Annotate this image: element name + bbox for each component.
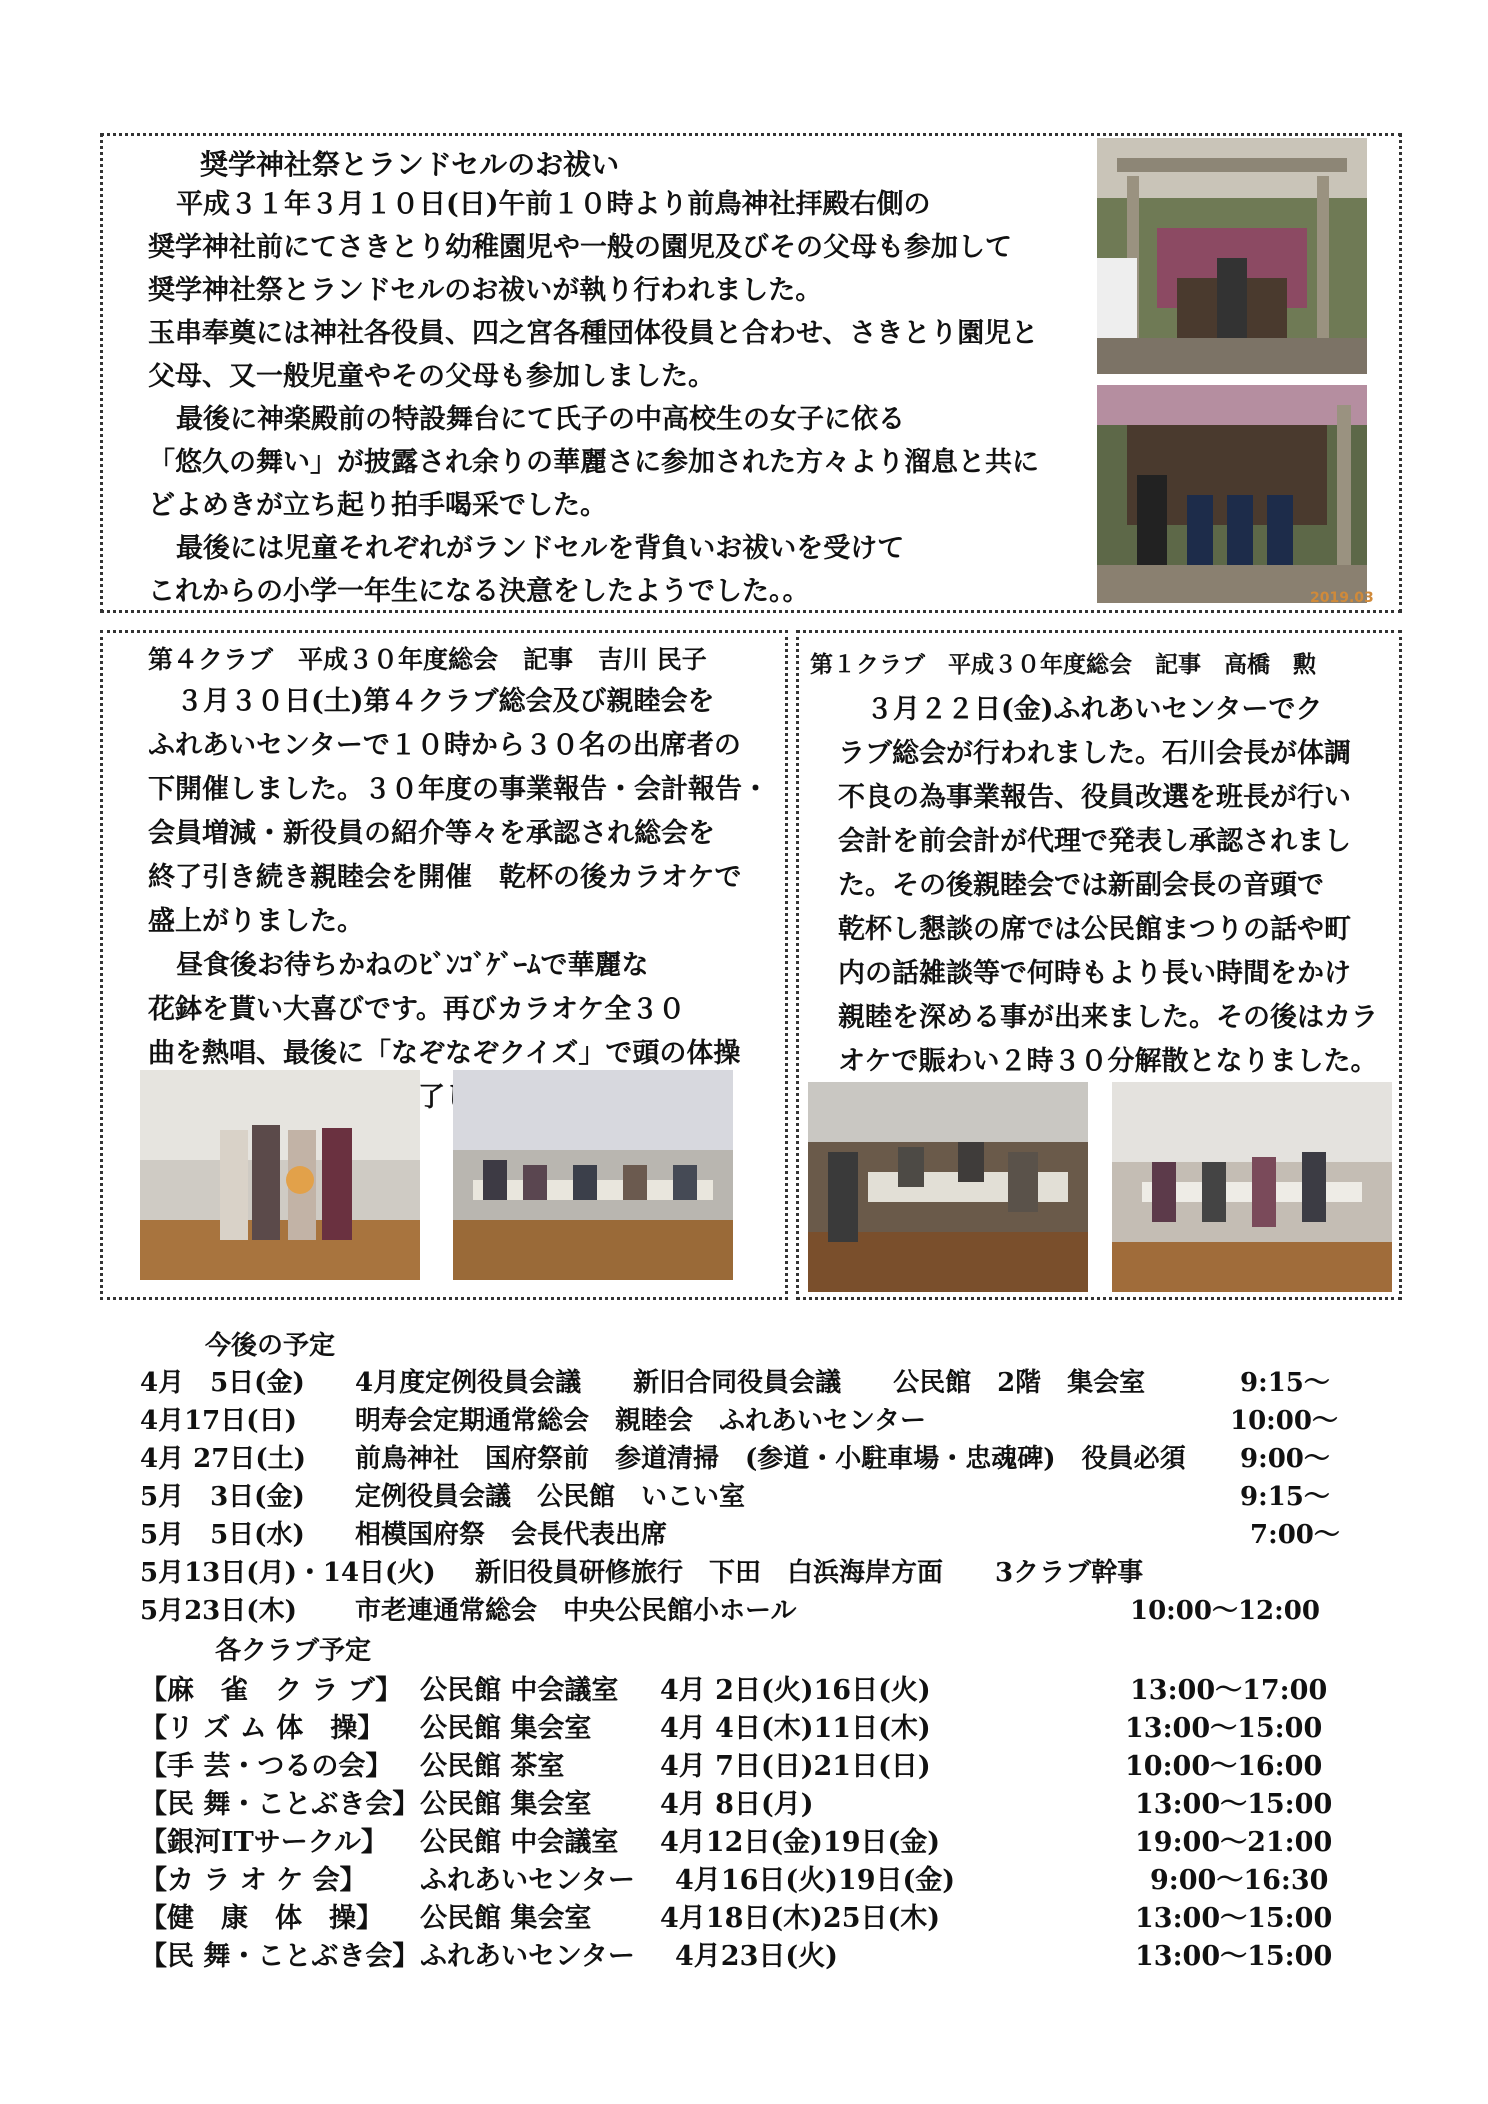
schedule-desc: 定例役員会議 公民館 いこい室 <box>355 1482 746 1512</box>
schedule-time: 10:00～12:00 <box>1130 1596 1320 1626</box>
club-dates: 4月18日(木)25日(木) <box>660 1903 941 1934</box>
schedule-row <box>140 1476 1370 1514</box>
article-club1-header: 第１クラブ 平成３０年度総会 記事 高橋 勲 <box>810 651 1316 678</box>
photo-date-stamp: 2019.03 <box>1310 590 1374 606</box>
text-line: どよめきが立ち起り拍手喝采でした。 <box>148 490 607 521</box>
club-name: 【カ ラ オ ケ 会】 <box>140 1865 367 1896</box>
club-row <box>140 1934 1370 1972</box>
club-dates: 4月 7日(日)21日(日) <box>660 1751 931 1782</box>
text-line: 乾杯し懇談の席では公民館まつりの話や町 <box>838 914 1351 945</box>
club-dates: 4月 8日(月) <box>660 1789 814 1820</box>
club-schedule-list <box>140 1668 1370 1972</box>
club-dates: 4月 4日(木)11日(木) <box>660 1713 931 1744</box>
club-schedule-title: 各クラブ予定 <box>215 1636 372 1666</box>
club-dates: 4月12日(金)19日(金) <box>660 1827 941 1858</box>
article-club4-header: 第４クラブ 平成３０年度総会 記事 吉川 民子 <box>148 645 707 674</box>
text-line: 最後には児童それぞれがランドセルを背負いお祓いを受けて <box>176 533 905 564</box>
schedule-row <box>140 1590 1370 1628</box>
photo-club1-toast <box>1112 1082 1392 1292</box>
club-dates: 4月 2日(火)16日(火) <box>660 1675 931 1706</box>
text-line: 親睦を深める事が出来ました。その後はカラ <box>838 1002 1378 1033</box>
club-name: 【健 康 体 操】 <box>140 1903 383 1934</box>
club-place: 公民館 集会室 <box>420 1713 592 1744</box>
schedule-time: 9:15～ <box>1240 1368 1330 1398</box>
club-place: 公民館 集会室 <box>420 1789 592 1820</box>
schedule-date: 5月 5日(水) <box>140 1520 305 1550</box>
club-place: 公民館 集会室 <box>420 1903 592 1934</box>
schedule-desc: 前鳥神社 国府祭前 参道清掃 (参道・小駐車場・忠魂碑) 役員必須 <box>355 1444 1186 1474</box>
club-dates: 4月23日(火) <box>675 1941 838 1972</box>
club-place: 公民館 中会議室 <box>420 1827 619 1858</box>
schedule-time: 7:00～ <box>1250 1520 1340 1550</box>
club-row <box>140 1668 1370 1706</box>
schedule-desc: 4月度定例役員会議 新旧合同役員会議 公民館 2階 集会室 <box>355 1368 1146 1398</box>
schedule-row <box>140 1514 1370 1552</box>
text-line: 「悠久の舞い」が披露され余りの華麗さに参加された方々より溜息と共に <box>148 447 1039 478</box>
text-line: 会計を前会計が代理で発表し承認されまし <box>838 826 1351 857</box>
club-row <box>140 1744 1370 1782</box>
article-shrine-title: 奨学神社祭とランドセルのお祓い <box>200 148 620 181</box>
club-time: 19:00～21:00 <box>1135 1827 1333 1858</box>
club-place: ふれあいセンター <box>420 1941 635 1972</box>
club-time: 10:00～16:00 <box>1125 1751 1323 1782</box>
schedule-list <box>140 1362 1370 1628</box>
text-line: 終了引き続き親睦会を開催 乾杯の後カラオケで <box>148 862 742 893</box>
club-name: 【民 舞・ことぶき会】 <box>140 1941 420 1972</box>
photo-club4-members <box>140 1070 420 1280</box>
club-name: 【麻 雀 ク ラ ブ】 <box>140 1675 403 1706</box>
club-dates: 4月16日(火)19日(金) <box>675 1865 956 1896</box>
schedule-row <box>140 1362 1370 1400</box>
photo-shrine-torii <box>1097 138 1367 374</box>
club-time: 9:00～16:30 <box>1150 1865 1329 1896</box>
club-place: 公民館 茶室 <box>420 1751 565 1782</box>
club-time: 13:00～15:00 <box>1135 1789 1333 1820</box>
photo-club4-hall <box>453 1070 733 1280</box>
photo-club1-table <box>808 1082 1088 1292</box>
schedule-row <box>140 1400 1370 1438</box>
club-row <box>140 1782 1370 1820</box>
text-line: 会員増減・新役員の紹介等々を承認され総会を <box>148 818 715 849</box>
article-shrine-body <box>148 183 1039 613</box>
text-line: 下開催しました。３０年度の事業報告・会計報告・ <box>148 774 769 805</box>
text-line: 曲を熱唱、最後に「なぞなぞクイズ」で頭の体操 <box>148 1038 741 1069</box>
club-place: 公民館 中会議室 <box>420 1675 619 1706</box>
text-line: ３月３０日(土)第４クラブ総会及び親睦会を <box>176 686 715 717</box>
schedule-date: 4月 27日(土) <box>140 1444 306 1474</box>
article-club1-body <box>838 688 1378 1084</box>
schedule-desc: 新旧役員研修旅行 下田 白浜海岸方面 3クラブ幹事 <box>475 1558 1144 1588</box>
club-name: 【リ ズ ム 体 操】 <box>140 1713 385 1744</box>
schedule-date: 4月 5日(金) <box>140 1368 305 1398</box>
club-place: ふれあいセンター <box>420 1865 635 1896</box>
schedule-desc: 市老連通常総会 中央公民館小ホール <box>355 1596 797 1626</box>
club-name: 【手 芸・つるの会】 <box>140 1751 393 1782</box>
schedule-time: 10:00～ <box>1230 1406 1338 1436</box>
text-line: ふれあいセンターで１０時から３０名の出席者の <box>148 730 741 761</box>
text-line: ラブ総会が行われました。石川会長が体調 <box>838 738 1351 769</box>
schedule-time: 9:00～ <box>1240 1444 1330 1474</box>
text-line: 平成３１年３月１０日(日)午前１０時より前鳥神社拝殿右側の <box>176 189 931 220</box>
club-row <box>140 1706 1370 1744</box>
club-time: 13:00～17:00 <box>1130 1675 1328 1706</box>
schedule-date: 5月13日(月)・14日(火) <box>140 1558 436 1588</box>
text-line: 父母、又一般児童やその父母も参加しました。 <box>148 361 715 392</box>
text-line: オケで賑わい２時３０分解散となりました。 <box>838 1046 1378 1077</box>
schedule-row <box>140 1438 1370 1476</box>
text-line: これからの小学一年生になる決意をしたようでした。。 <box>148 576 810 607</box>
text-line: 奨学神社前にてさきとり幼稚園児や一般の園児及びその父母も参加して <box>148 232 1012 263</box>
schedule-desc: 明寿会定期通常総会 親睦会 ふれあいセンター <box>355 1406 926 1436</box>
text-line: ３月２２日(金)ふれあいセンターでク <box>866 694 1323 725</box>
schedule-title: 今後の予定 <box>205 1331 336 1361</box>
text-line: 最後に神楽殿前の特設舞台にて氏子の中高校生の女子に依る <box>176 404 905 435</box>
club-name: 【民 舞・ことぶき会】 <box>140 1789 420 1820</box>
photo-shrine-children <box>1097 385 1367 603</box>
club-row <box>140 1820 1370 1858</box>
schedule-row <box>140 1552 1370 1590</box>
club-time: 13:00～15:00 <box>1125 1713 1323 1744</box>
schedule-date: 4月17日(日) <box>140 1406 297 1436</box>
schedule-desc: 相模国府祭 会長代表出席 <box>355 1520 668 1550</box>
text-line: 昼食後お待ちかねのﾋﾞﾝｺﾞｹﾞｰﾑで華麗な <box>176 950 649 981</box>
schedule-time: 9:15～ <box>1240 1482 1330 1512</box>
text-line: 盛上がりました。 <box>148 906 364 937</box>
club-name: 【銀河ITサークル】 <box>140 1827 388 1858</box>
text-line: た。その後親睦会では新副会長の音頭で <box>838 870 1324 901</box>
club-time: 13:00～15:00 <box>1135 1941 1333 1972</box>
text-line: 内の話雑談等で何時もより長い時間をかけ <box>838 958 1351 989</box>
club-row <box>140 1896 1370 1934</box>
text-line: 奨学神社祭とランドセルのお祓いが執り行われました。 <box>148 275 823 306</box>
schedule-date: 5月23日(木) <box>140 1596 297 1626</box>
schedule-date: 5月 3日(金) <box>140 1482 305 1512</box>
text-line: 花鉢を貰い大喜びです。再びカラオケ全３０ <box>148 994 686 1025</box>
text-line: 不良の為事業報告、役員改選を班長が行い <box>838 782 1351 813</box>
text-line: 玉串奉奠には神社各役員、四之宮各種団体役員と合わせ、さきとり園児と <box>148 318 1039 349</box>
club-time: 13:00～15:00 <box>1135 1903 1333 1934</box>
article-club4-body <box>148 680 769 1120</box>
club-row <box>140 1858 1370 1896</box>
